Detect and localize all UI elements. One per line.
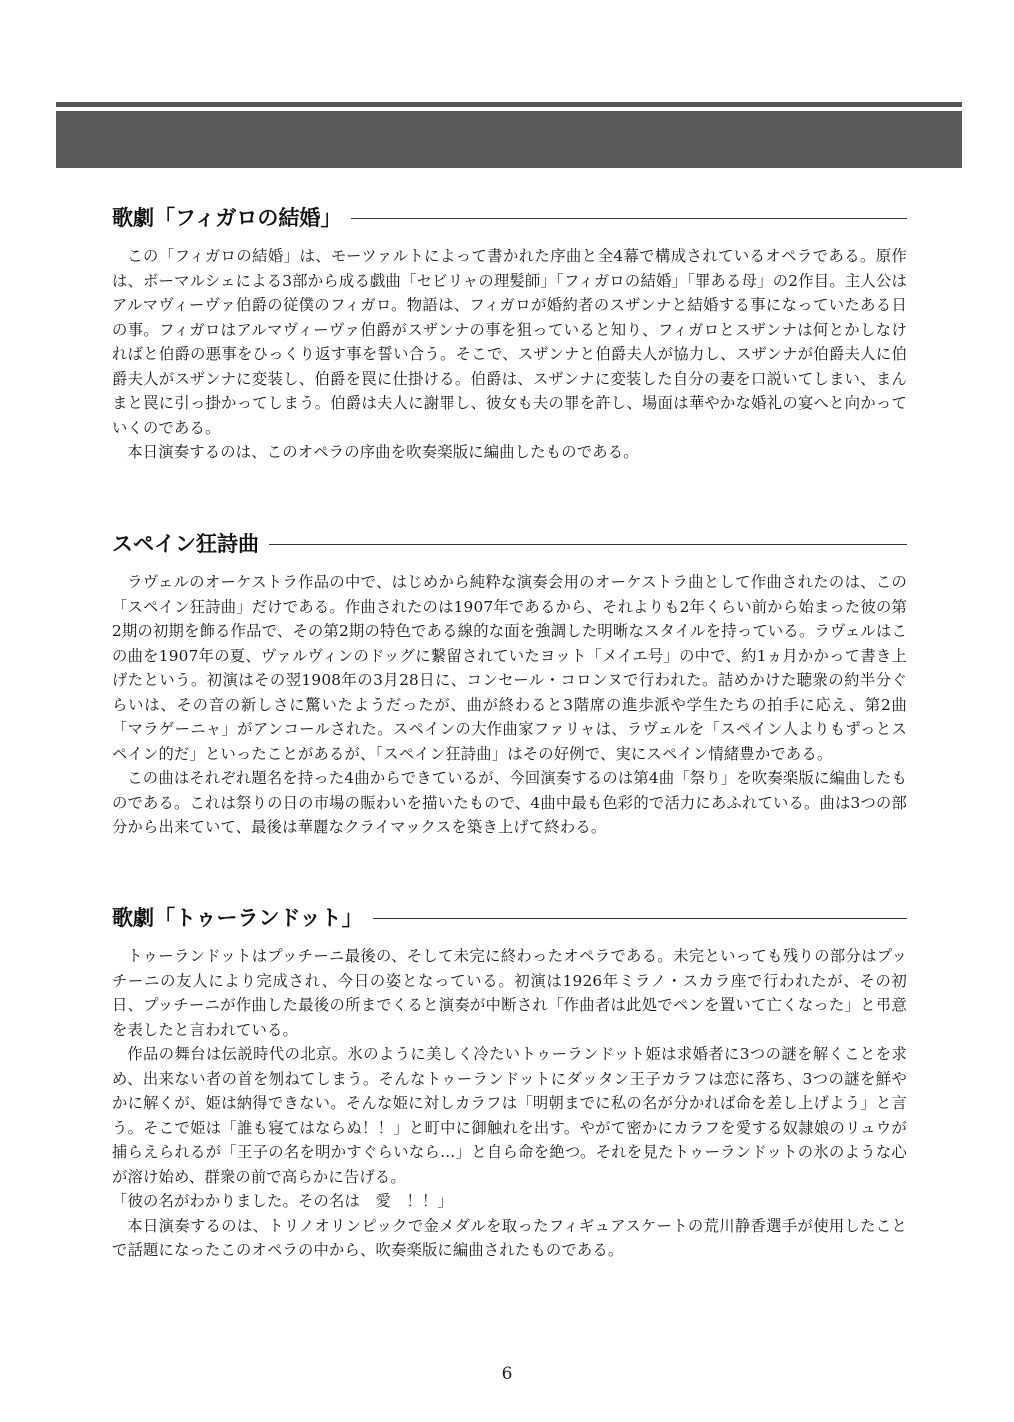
- section-body: [112, 570, 907, 840]
- header-band: [56, 111, 962, 168]
- paragraph: 本日演奏するのは、トリノオリンピックで金メダルを取ったフィギュアスケートの荒川静香選手が使用したことで話題になったこのオペラの中から、吹奏楽版に編曲されたものである。: [112, 1216, 907, 1259]
- heading-rule: [269, 544, 907, 545]
- section-title: スペイン狂詩曲: [112, 532, 259, 556]
- paragraph: トゥーランドットはプッチーニ最後の、そして未完に終わったオペラである。未完といっても残りの部分はプッチーニの友人により完成され、今日の姿となっている。初演は1926年ミラノ・スカラ座で行われたが、その初日、プッチーニが作曲した最後の所までくると演奏が中断され「作曲者は此処でペンを置いて亡くなった」と弔意を表したと言われている。: [112, 947, 907, 1039]
- section-heading: [112, 526, 907, 560]
- section-rapsodie-espagnole: [112, 526, 907, 840]
- paragraph: 作品の舞台は伝説時代の北京。氷のように美しく冷たいトゥーランドット姫は求婚者に3つの謎を解くことを求め、出来ない者の首を刎ねてしまう。そんなトゥーランドットにダッタン王子カラフは恋に落ち、3つの謎を鮮やかに解くが、姫は納得できない。そんな姫に対しカラフは「明朝までに私の名が分かれば命を差し上げよう」と言う。そこで姫は「誰も寝てはならぬ！！」と町中に御触れを出す。やがて密かにカラフを愛する奴隷娘のリュウが捕らえられるが「王子の名を明かすぐらいなら…」と自ら命を絶つ。それを見たトゥーランドットの氷のような心が溶け始め、群衆の前で高らかに告げる。: [112, 1045, 908, 1186]
- section-body: [112, 244, 907, 465]
- section-heading: [112, 200, 907, 234]
- paragraph: この曲はそれぞれ題名を持った4曲からできているが、今回演奏するのは第4曲「祭り」を吹奏楽版に編曲したものである。これは祭りの日の市場の賑わいを描いたもので、4曲中最も色彩的で活力にあふれている。曲は3つの部分から出来ていて、最後は華麗なクライマックスを築き上げて終わる。: [112, 769, 907, 836]
- page-number: 6: [501, 1364, 513, 1384]
- section-title: 歌劇「フィガロの結婚」: [112, 206, 342, 230]
- section-title: 歌劇「トゥーランドット」: [112, 906, 363, 930]
- paragraph: ラヴェルのオーケストラ作品の中で、はじめから純粋な演奏会用のオーケストラ曲として作曲されたのは、この「スペイン狂詩曲」だけである。作曲されたのは1907年であるから、それよりも2年くらい前から始まった彼の第2期の初期を飾る作品で、その第2期の特色である線的な面を強調した明晰なスタイルを持っている。ラヴェルはこの曲を1907年の夏、ヴァルヴィンのドッグに繋留されていたヨット「メイエ号」の中で、約1ヵ月かかって書き上げたという。初演はその翌1908年の3月28日に、コンセール・コロンヌで行われた。詰めかけた聴衆の約半分ぐらいは、その音の新しさに驚いたようだったが、曲が終わると3階席の進歩派や学生たちの拍手に応え、第2曲「マラゲーニャ」がアンコールされた。スペインの大作曲家ファリャは、ラヴェルを「スペイン人よりもずっとスペイン的だ」といったことがあるが、「スペイン狂詩曲」はその好例で、実にスペイン情緒豊かである。: [112, 573, 907, 763]
- paragraph: 本日演奏するのは、このオペラの序曲を吹奏楽版に編曲したものである。: [127, 443, 639, 461]
- section-body: [112, 944, 907, 1263]
- paragraph: この「フィガロの結婚」は、モーツァルトによって書かれた序曲と全4幕で構成されているオペラである。原作は、ボーマルシェによる3部から成る戯曲「セビリャの理髪師」「フィガロの結婚」「罪ある母」の2作目。主人公はアルマヴィーヴァ伯爵の従僕のフィガロ。物語は、フィガロが婚約者のスザンナと結婚する事になっていたある日の事。フィガロはアルマヴィーヴァ伯爵がスザンナの事を狙っていると知り、フィガロとスザンナは何とかしなければと伯爵の悪事をひっくり返す事を誓い合う。そこで、スザンナと伯爵夫人が協力し、スザンナが伯爵夫人に伯爵夫人がスザンナに変装し、伯爵を罠に仕掛ける。伯爵は、スザンナに変装した自分の妻を口説いてしまい、まんまと罠に引っ掛かってしまう。伯爵は夫人に謝罪し、彼女も夫の罪を許し、場面は華やかな婚礼の宴へと向かっていくのである。: [112, 247, 907, 437]
- section-heading: [112, 900, 907, 934]
- section-figaro: [112, 200, 907, 465]
- heading-rule: [351, 218, 907, 219]
- section-turandot: [112, 900, 907, 1263]
- heading-rule: [373, 918, 907, 919]
- header-top-rule: [56, 102, 962, 107]
- quote-paragraph: 「彼の名がわかりました。その名は 愛 ！！」: [112, 1192, 453, 1210]
